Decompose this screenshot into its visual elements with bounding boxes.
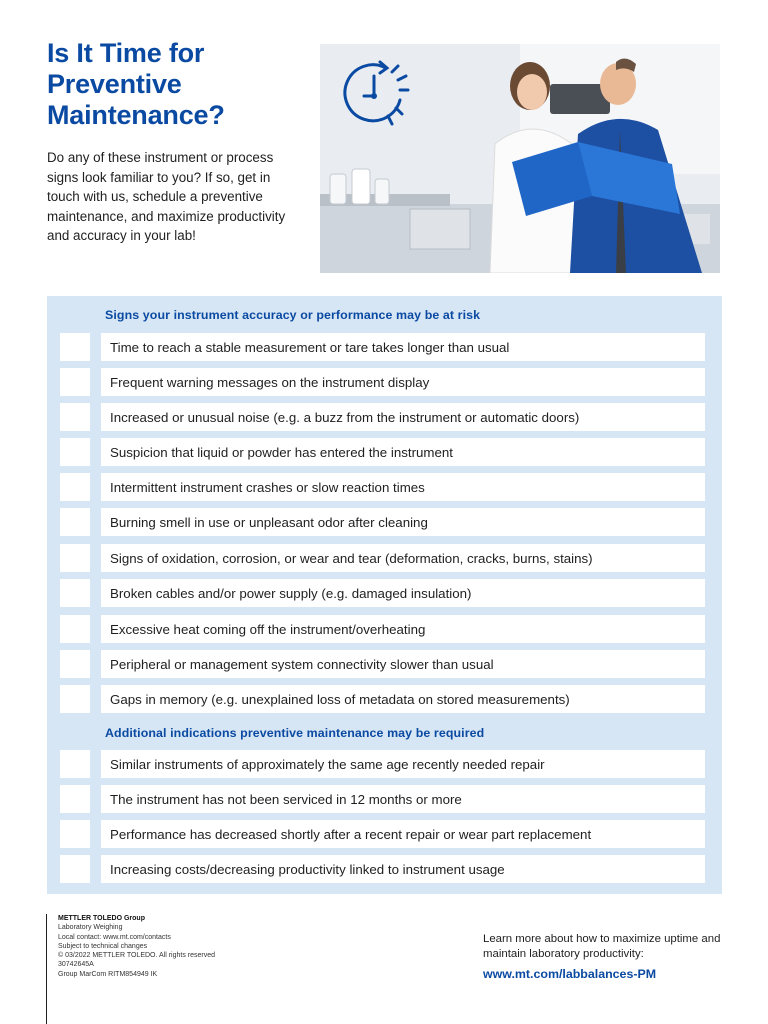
imprint-line: © 03/2022 METTLER TOLEDO. All rights reserved [58,952,216,960]
checkbox[interactable] [60,508,90,536]
checklist-item-text: The instrument has not been serviced in 12 months or more [101,785,705,813]
checklist-row [60,855,705,883]
checkbox[interactable] [60,650,90,678]
checklist-item-text: Increased or unusual noise (e.g. a buzz from the instrument or automatic doors) [101,403,705,431]
lab-photo [320,44,720,273]
checklist-row [60,615,705,643]
checklist-item-text: Signs of oxidation, corrosion, or wear and tear (deformation, cracks, burns, stains) [101,544,705,572]
checklist-item-text: Peripheral or management system connectivity slower than usual [101,650,705,678]
checkbox[interactable] [60,579,90,607]
checklist-row [60,544,705,572]
checklist-item-text: Gaps in memory (e.g. unexplained loss of metadata on stored measurements) [101,685,705,713]
checkbox[interactable] [60,544,90,572]
checkbox[interactable] [60,750,90,778]
learn-more-text: Learn more about how to maximize uptime and maintain laboratory productivity: [483,933,721,960]
checklist-row [60,508,705,536]
checklist-item-text: Increasing costs/decreasing productivity linked to instrument usage [101,855,705,883]
footer-imprint [58,914,215,979]
checkbox[interactable] [60,333,90,361]
checklist-row [60,333,705,361]
checklist-row [60,438,705,466]
imprint-line: Subject to technical changes [58,942,148,950]
checkbox[interactable] [60,473,90,501]
checklist-row [60,579,705,607]
checkbox[interactable] [60,820,90,848]
checklist-item-text: Intermittent instrument crashes or slow reaction times [101,473,705,501]
checkbox[interactable] [60,438,90,466]
checklist-row [60,685,705,713]
footer-divider [46,914,47,1024]
checklist-row [60,785,705,813]
checklist-item-text: Burning smell in use or unpleasant odor after cleaning [101,508,705,536]
checklist-item-text: Excessive heat coming off the instrument/overheating [101,615,705,643]
checkbox[interactable] [60,368,90,396]
imprint-line: 30742645A [58,961,94,969]
checklist-row [60,650,705,678]
checklist-row [60,368,705,396]
checkbox[interactable] [60,685,90,713]
intro-text: Do any of these instrument or process signs look familiar to you? If so, get in touch with us, schedule a preventive maintenance, and maximize productivity and accuracy in your lab! [47,150,286,243]
website-link[interactable]: www.mt.com/labbalances-PM [483,967,657,981]
checklist-row [60,403,705,431]
imprint-line: Laboratory Weighing [58,924,123,932]
checklist-item-text: Broken cables and/or power supply (e.g. damaged insulation) [101,579,705,607]
section-heading: Additional indications preventive maintenance may be required [105,726,485,740]
checklist-row [60,820,705,848]
checklist-row [60,750,705,778]
page-title: Is It Time for Preventive Maintenance? [47,38,225,130]
checkbox[interactable] [60,855,90,883]
checklist-item-text: Suspicion that liquid or powder has entered the instrument [101,438,705,466]
imprint-line: Group MarCom RITM854949 IK [58,970,158,978]
checklist-item-text: Similar instruments of approximately the same age recently needed repair [101,750,705,778]
company-name: METTLER TOLEDO Group [58,915,145,922]
checklist-row [60,473,705,501]
checklist-panel [47,296,722,894]
checkbox[interactable] [60,403,90,431]
imprint-line: Local contact: www.mt.com/contacts [58,933,171,941]
clock-icon [334,54,414,134]
section-heading: Signs your instrument accuracy or performance may be at risk [105,308,481,322]
checklist-item-text: Performance has decreased shortly after a recent repair or wear part replacement [101,820,705,848]
checklist-item-text: Time to reach a stable measurement or tare takes longer than usual [101,333,705,361]
checklist-item-text: Frequent warning messages on the instrument display [101,368,705,396]
checkbox[interactable] [60,785,90,813]
checkbox[interactable] [60,615,90,643]
